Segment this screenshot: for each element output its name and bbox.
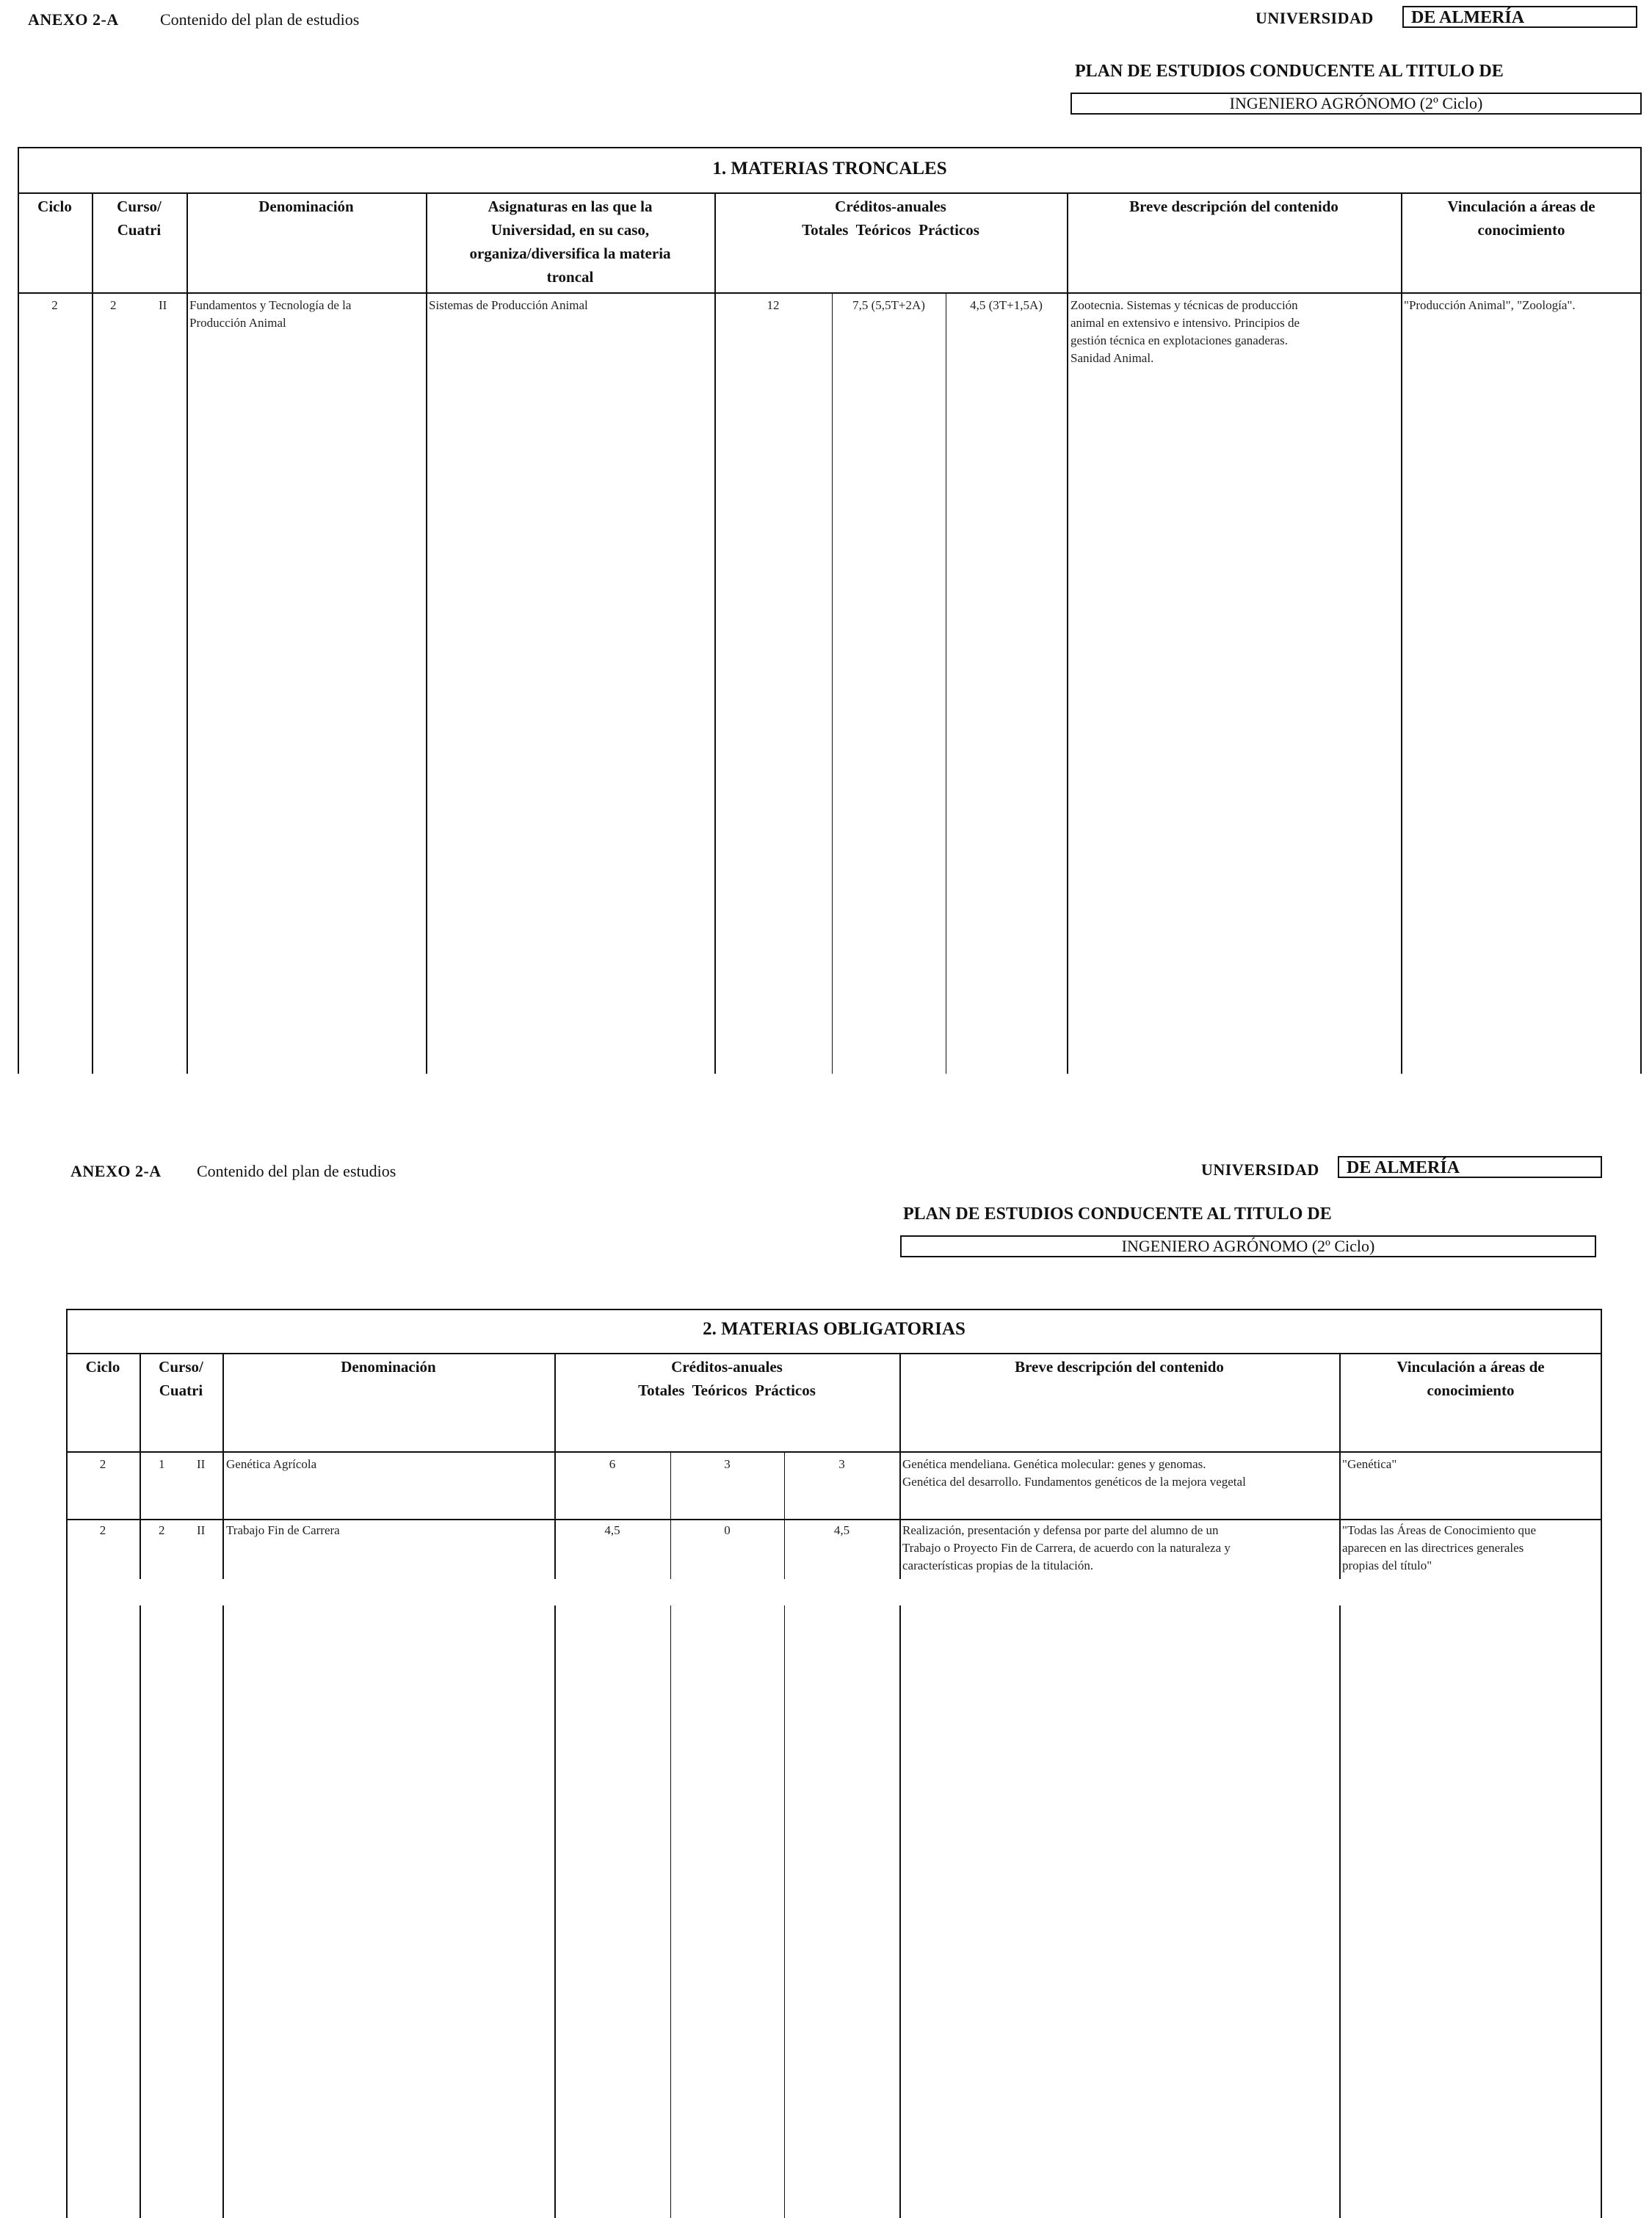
cell-descripcion-2: Genética del desarrollo. Fundamentos genéticos de la mejora vegetal [902, 1475, 1246, 1489]
cell-ciclo: 2 [51, 298, 58, 312]
cell-descripcion-4: Sanidad Animal. [1070, 351, 1154, 365]
cell-cuatri: II [197, 1457, 206, 1471]
cell-descripcion-2: Trabajo o Proyecto Fin de Carrera, de acuerdo con la naturaleza y [902, 1541, 1231, 1555]
section-title: 1. MATERIAS TRONCALES [712, 159, 947, 178]
cell-vinculacion: "Producción Animal", "Zoología". [1404, 298, 1576, 312]
header-curso: Curso/ [159, 1358, 203, 1376]
header-cuatri: Cuatri [159, 1381, 203, 1399]
cell-descripcion-3: características propias de la titulación. [902, 1558, 1094, 1572]
degree-title-box: INGENIERO AGRÓNOMO (2º Ciclo) [1070, 93, 1642, 115]
column-divider [832, 292, 833, 1074]
header-vinculacion-2: conocimiento [1427, 1381, 1515, 1399]
header-asignaturas-2: Universidad, en su caso, [490, 221, 650, 239]
header-ciclo: Ciclo [85, 1358, 120, 1376]
cell-vinculacion-2: aparecen en las directrices generales [1342, 1541, 1524, 1555]
cell-descripcion-1: Realización, presentación y defensa por parte del alumno de un [902, 1523, 1219, 1537]
cell-practicos: 4,5 [833, 1523, 850, 1537]
cell-vinculacion-1: "Genética" [1342, 1457, 1397, 1471]
header-vinculacion-2: conocimiento [1477, 221, 1565, 239]
cell-practicos: 3 [838, 1457, 845, 1471]
cell-ciclo: 2 [99, 1523, 106, 1537]
divider [18, 292, 1642, 294]
cell-ciclo: 2 [99, 1457, 106, 1471]
column-divider [1067, 192, 1068, 1074]
cell-denominacion-2: Producción Animal [189, 316, 286, 330]
header-curso: Curso/ [117, 198, 162, 215]
plan-heading: PLAN DE ESTUDIOS CONDUCENTE AL TITULO DE [903, 1204, 1332, 1224]
column-divider [1401, 192, 1402, 1074]
cell-curso: 2 [159, 1523, 165, 1537]
header-creditos-sub: Totales Teóricos Prácticos [802, 221, 979, 239]
header-cuatri: Cuatri [117, 221, 162, 239]
column-divider [899, 1353, 901, 1579]
column-divider [186, 192, 188, 1074]
column-divider [554, 1605, 556, 2218]
cell-descripcion-1: Genética mendeliana. Genética molecular: genes y genomas. [902, 1457, 1206, 1471]
plan-heading: PLAN DE ESTUDIOS CONDUCENTE AL TITULO DE [1075, 62, 1504, 81]
header-denominacion: Denominación [258, 198, 354, 215]
annex-label: ANEXO 2-A [70, 1162, 162, 1180]
column-divider [784, 1605, 785, 2218]
annex-label: ANEXO 2-A [28, 10, 119, 29]
column-divider [222, 1605, 224, 2218]
cell-denominacion: Genética Agrícola [226, 1457, 317, 1471]
divider [18, 192, 1642, 194]
column-divider [1339, 1605, 1341, 2218]
cell-curso: 1 [159, 1457, 165, 1471]
annex-description: Contenido del plan de estudios [160, 10, 360, 29]
header-creditos: Créditos-anuales [835, 198, 946, 215]
divider [66, 1353, 1602, 1354]
cell-descripcion-3: gestión técnica en explotaciones ganaderas. [1070, 333, 1288, 347]
university-label: UNIVERSIDAD [1201, 1160, 1319, 1179]
column-divider [714, 192, 716, 1074]
header-vinculacion-1: Vinculación a áreas de [1447, 198, 1595, 215]
obligatorias-table [66, 1309, 1602, 2218]
header-denominacion: Denominación [341, 1358, 436, 1376]
header-ciclo: Ciclo [37, 198, 72, 215]
cell-vinculacion-3: propias del título" [1342, 1558, 1432, 1572]
cell-descripcion-1: Zootecnia. Sistemas y técnicas de producción [1070, 298, 1298, 312]
column-divider [899, 1605, 901, 2218]
cell-denominacion: Trabajo Fin de Carrera [226, 1523, 340, 1537]
cell-cuatri: II [197, 1523, 206, 1537]
cell-descripcion-2: animal en extensivo e intensivo. Principios de [1070, 316, 1300, 330]
header-asignaturas-3: organiza/diversifica la materia [469, 245, 671, 262]
cell-totales: 12 [767, 298, 780, 312]
column-divider [140, 1605, 141, 2218]
column-divider [222, 1353, 224, 1579]
header-asignaturas-1: Asignaturas en las que la [488, 198, 653, 215]
header-descripcion: Breve descripción del contenido [1015, 1358, 1224, 1376]
header-creditos: Créditos-anuales [671, 1358, 783, 1376]
university-label: UNIVERSIDAD [1256, 9, 1374, 27]
header-vinculacion-1: Vinculación a áreas de [1396, 1358, 1545, 1376]
cell-curso: 2 [110, 298, 117, 312]
header-descripcion: Breve descripción del contenido [1129, 198, 1338, 215]
cell-asignatura: Sistemas de Producción Animal [429, 298, 588, 312]
cell-teoricos: 7,5 (5,5T+2A) [852, 298, 925, 312]
cell-teoricos: 3 [724, 1457, 731, 1471]
degree-title-box: INGENIERO AGRÓNOMO (2º Ciclo) [900, 1235, 1596, 1257]
header-asignaturas-4: troncal [546, 268, 594, 286]
cell-totales: 4,5 [604, 1523, 620, 1537]
divider [66, 1451, 1602, 1453]
annex-description: Contenido del plan de estudios [197, 1162, 396, 1180]
cell-totales: 6 [609, 1457, 616, 1471]
cell-denominacion-1: Fundamentos y Tecnología de la [189, 298, 352, 312]
cell-cuatri: II [159, 298, 167, 312]
column-divider [92, 192, 93, 1074]
cell-practicos: 4,5 (3T+1,5A) [970, 298, 1043, 312]
section-title: 2. MATERIAS OBLIGATORIAS [703, 1319, 966, 1339]
troncales-table [18, 147, 1642, 1074]
cell-vinculacion-1: "Todas las Áreas de Conocimiento que [1342, 1523, 1536, 1537]
university-name-box: DE ALMERÍA [1402, 6, 1637, 28]
column-divider [426, 192, 427, 1074]
header-creditos-sub: Totales Teóricos Prácticos [638, 1381, 816, 1399]
divider [66, 1519, 1602, 1520]
column-divider [670, 1605, 671, 2218]
cell-teoricos: 0 [724, 1523, 731, 1537]
university-name-box: DE ALMERÍA [1338, 1156, 1602, 1178]
